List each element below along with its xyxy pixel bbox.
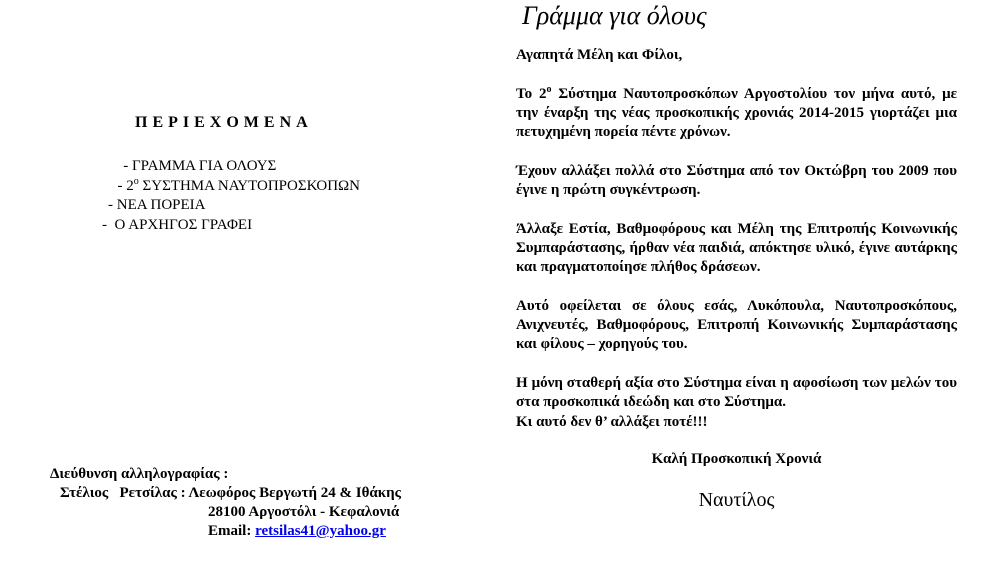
letter-signature: Ναυτίλος xyxy=(698,489,775,511)
letter-paragraph-4: Αυτό οφείλεται σε όλους εσάς, Λυκόπουλα, Ναυτοπροσκόπους, Ανιχνευτές, Βαθμοφόρους, Επιτροπή Κοινωνικής Συμπαράστασης και φίλους – χορηγούς του. xyxy=(516,297,957,353)
contents-item-text: ΝΕΑ ΠΟΡΕΙΑ xyxy=(116,197,206,213)
letter-body xyxy=(516,46,957,432)
address-line-1: Στέλιος Ρετσίλας : Λεωφόρος Βεργωτή 24 & Ιθάκης xyxy=(60,485,401,501)
letter-paragraph-1 xyxy=(516,85,957,143)
paragraph-1-start: Το 2 xyxy=(516,85,547,102)
letter-title: Γράμμα για όλους xyxy=(522,1,707,30)
letter-paragraph-5 xyxy=(516,374,957,432)
address-label: Διεύθυνση αλληλογραφίας : xyxy=(50,466,229,482)
email-label: Email: xyxy=(208,523,256,539)
paragraph-5-line-1: Η μόνη σταθερή αξία στο Σύστημα είναι η αφοσίωση των μελών του στα προσκοπικά ιδεώδη και στο Σύστημα. xyxy=(516,375,957,411)
contents-item-superscript: ο xyxy=(133,175,139,187)
letter-closing: Καλή Προσκοπική Χρονιά xyxy=(651,451,822,467)
contents-item-prefix: - xyxy=(102,216,115,233)
contents-item-system xyxy=(0,177,360,197)
letter-greeting: Αγαπητά Μέλη και Φίλοι, xyxy=(516,47,683,63)
contents-item-prefix: - xyxy=(112,158,132,174)
right-panel xyxy=(516,0,957,564)
contents-item-text: ΣΥΣΤΗΜΑ ΝΑΥΤΟΠΡΟΣΚΟΠΩΝ xyxy=(138,177,361,194)
contents-item-number: 2 xyxy=(126,177,134,194)
contents-item-text: ΓΡΑΜΜΑ ΓΙΑ ΟΛΟΥΣ xyxy=(132,158,277,174)
email-link[interactable]: retsilas41@yahoo.gr xyxy=(255,523,386,539)
contents-item-prefix: - xyxy=(110,177,127,194)
address-line-2: 28100 Αργοστόλι - Κεφαλονιά xyxy=(208,504,400,520)
contents-item-new-course xyxy=(0,196,360,216)
paragraph-1-superscript: ο xyxy=(546,83,552,95)
contents-title: ΠΕΡΙΕΧΟΜΕΝΑ xyxy=(135,114,313,131)
letter-paragraph-2: Έχουν αλλάξει πολλά στο Σύστημα από τον Οκτώβρη του 2009 που έγινε η πρώτη συγκέντρωση. xyxy=(516,162,957,199)
contents-item-leader xyxy=(0,216,360,236)
contents-item-text: Ο ΑΡΧΗΓΟΣ ΓΡΑΦΕΙ xyxy=(114,216,253,233)
letter-paragraph-3: Άλλαξε Εστία, Βαθμοφόρους και Μέλη της Επιτροπής Κοινωνικής Συμπαράστασης, ήρθαν νέα παιδιά, απόκτησε υλικό, έγινε αυτάρκης και πραγματοποίησε πλήθος δράσεων. xyxy=(516,220,957,276)
mailing-address xyxy=(0,465,401,541)
paragraph-1-rest: Σύστημα Ναυτοπροσκόπων Αργοστολίου τον μήνα αυτό, με την έναρξη της νέας προσκοπικής χρονιάς 2014-2015 γιορτάζει μια πετυχημένη πορεία πέντε χρόνων. xyxy=(516,85,957,141)
contents-item-prefix: - xyxy=(108,197,117,213)
contents-list xyxy=(0,157,360,235)
paragraph-5-line-2: Κι αυτό δεν θ’ αλλάξει ποτέ!!! xyxy=(516,413,708,430)
address-email-row xyxy=(0,522,401,541)
contents-item-letter xyxy=(0,157,360,177)
